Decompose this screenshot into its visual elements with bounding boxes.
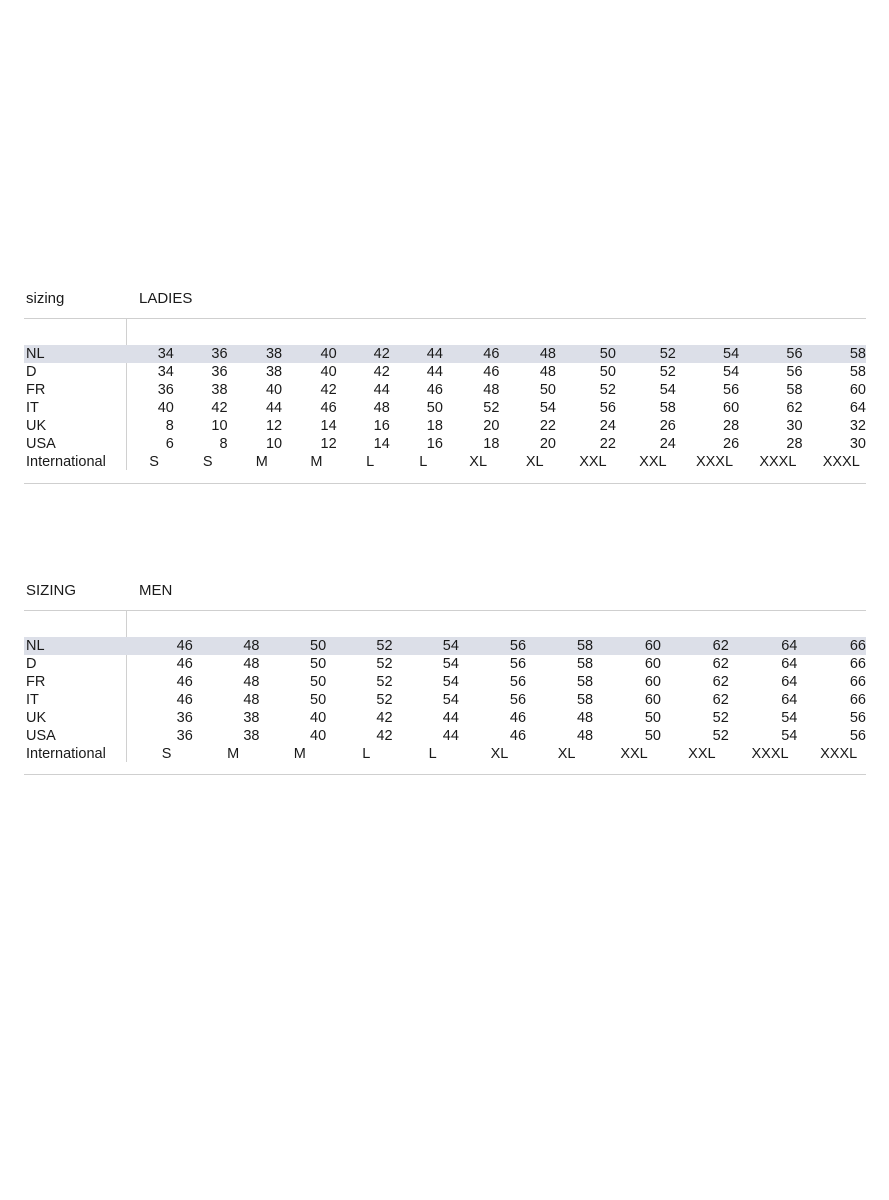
size-cell: 38	[243, 710, 260, 726]
size-cell: 58	[526, 637, 593, 655]
ladies-header-label: sizing	[26, 290, 65, 307]
size-cell: 66	[797, 637, 866, 655]
size-cell: 40	[265, 382, 283, 398]
row-label: D	[26, 656, 37, 672]
row-label: FR	[26, 382, 46, 398]
size-cell: 8	[165, 418, 174, 434]
size-cell: 12	[320, 436, 337, 452]
size-cell: 50	[599, 364, 616, 380]
row-label: NL	[24, 637, 126, 655]
size-cell: 52	[376, 692, 393, 708]
size-cell: 60	[593, 637, 661, 655]
size-cell: 48	[539, 364, 556, 380]
size-cell: 40	[310, 728, 327, 744]
row-label: USA	[26, 728, 56, 744]
size-cell: 54	[539, 400, 556, 416]
ladies-bottom-rule	[24, 483, 866, 484]
row-label: IT	[26, 400, 39, 416]
size-row-fr	[24, 673, 866, 691]
size-cell: 56	[849, 710, 866, 726]
size-cell: 38	[243, 728, 260, 744]
size-cell: 58	[576, 674, 594, 690]
size-cell: M	[293, 746, 306, 762]
size-cell: 62	[712, 692, 729, 708]
size-cell: XXL	[620, 746, 648, 762]
size-cell: S	[202, 454, 213, 470]
row-label: International	[26, 454, 106, 470]
men-bottom-rule	[24, 774, 866, 775]
size-cell: 44	[265, 400, 283, 416]
size-cell: 48	[576, 710, 594, 726]
size-cell: 50	[310, 692, 327, 708]
row-label: International	[26, 746, 106, 762]
size-row-usa	[24, 435, 866, 453]
size-cell: 48	[243, 674, 260, 690]
size-cell: 66	[849, 692, 866, 708]
row-label: NL	[24, 345, 120, 363]
size-cell: 56	[509, 692, 527, 708]
size-row-fr	[24, 381, 866, 399]
size-cell: 46	[509, 710, 527, 726]
ladies-header	[24, 286, 866, 319]
size-cell: 58	[576, 692, 594, 708]
size-cell: 48	[373, 400, 390, 416]
size-cell: 44	[442, 710, 459, 726]
size-cell: 58	[803, 345, 866, 363]
size-cell: XXXL	[759, 454, 797, 470]
size-cell: 42	[337, 345, 390, 363]
size-cell: S	[161, 746, 172, 762]
size-cell: 36	[174, 345, 228, 363]
size-cell: 28	[786, 436, 803, 452]
size-cell: M	[227, 746, 240, 762]
size-cell: 24	[659, 436, 676, 452]
size-cell: 50	[310, 656, 327, 672]
size-cell: 60	[723, 400, 740, 416]
size-row-international	[24, 453, 866, 471]
size-cell: 66	[849, 656, 866, 672]
size-cell: 56	[509, 656, 527, 672]
size-cell: 64	[781, 656, 798, 672]
size-cell: 58	[849, 364, 866, 380]
size-cell: XL	[557, 746, 576, 762]
size-cell: 40	[282, 345, 337, 363]
size-cell: 48	[243, 692, 260, 708]
size-cell: 46	[176, 692, 193, 708]
size-cell: 50	[259, 637, 326, 655]
size-cell: 18	[483, 436, 500, 452]
men-size-section	[24, 578, 866, 763]
size-cell: 14	[373, 436, 390, 452]
size-cell: 50	[426, 400, 443, 416]
size-row-d	[24, 363, 866, 381]
size-cell: 46	[126, 637, 193, 655]
size-cell: 64	[781, 692, 798, 708]
size-cell: 56	[509, 674, 527, 690]
row-label: UK	[26, 710, 47, 726]
size-cell: 44	[426, 364, 443, 380]
size-cell: 54	[781, 710, 798, 726]
size-cell: 56	[849, 728, 866, 744]
size-cell: 46	[443, 345, 500, 363]
size-cell: 56	[599, 400, 616, 416]
size-cell: 62	[712, 674, 729, 690]
size-cell: 42	[376, 728, 393, 744]
size-cell: 48	[243, 656, 260, 672]
size-cell: 54	[442, 656, 459, 672]
size-cell: 58	[576, 656, 594, 672]
size-cell: 40	[320, 364, 337, 380]
size-cell: 34	[120, 345, 174, 363]
size-cell: 10	[211, 418, 228, 434]
size-row-it	[24, 399, 866, 417]
size-cell: 64	[849, 400, 866, 416]
size-cell: 56	[723, 382, 740, 398]
size-cell: 10	[265, 436, 283, 452]
size-cell: 30	[786, 418, 803, 434]
size-cell: XL	[469, 454, 488, 470]
size-cell: 30	[849, 436, 866, 452]
size-cell: 44	[390, 345, 443, 363]
size-cell: 48	[483, 382, 500, 398]
size-cell: 50	[310, 674, 327, 690]
size-cell: 36	[211, 364, 228, 380]
size-row-uk	[24, 417, 866, 435]
size-cell: 22	[539, 418, 556, 434]
size-cell: 58	[786, 382, 803, 398]
size-cell: 52	[326, 637, 392, 655]
size-row-international	[24, 745, 866, 763]
size-cell: 34	[157, 364, 174, 380]
row-label: USA	[26, 436, 56, 452]
size-cell: XXL	[639, 454, 667, 470]
size-cell: 14	[320, 418, 337, 434]
size-cell: 52	[376, 656, 393, 672]
ladies-size-section	[24, 286, 866, 471]
size-cell: 44	[373, 382, 390, 398]
size-cell: XXL	[688, 746, 716, 762]
size-cell: L	[366, 454, 375, 470]
size-cell: 64	[729, 637, 798, 655]
size-cell: 40	[157, 400, 174, 416]
size-cell: XXXL	[822, 454, 860, 470]
size-cell: 50	[644, 710, 661, 726]
size-cell: 36	[176, 728, 193, 744]
size-row-usa	[24, 727, 866, 745]
size-cell: M	[310, 454, 323, 470]
size-cell: 52	[659, 364, 676, 380]
size-cell: L	[428, 746, 437, 762]
size-cell: 38	[265, 364, 283, 380]
size-cell: XXXL	[751, 746, 789, 762]
size-cell: 38	[228, 345, 283, 363]
size-cell: 56	[739, 345, 802, 363]
ladies-size-table	[24, 345, 866, 471]
size-cell: 50	[556, 345, 616, 363]
size-cell: 16	[426, 436, 443, 452]
row-label: UK	[26, 418, 47, 434]
size-cell: 60	[644, 674, 661, 690]
size-cell: 54	[659, 382, 676, 398]
size-cell: 48	[499, 345, 556, 363]
size-row-d	[24, 655, 866, 673]
size-cell: XXL	[579, 454, 607, 470]
size-cell: 20	[483, 418, 500, 434]
size-cell: 42	[320, 382, 337, 398]
size-cell: 54	[393, 637, 459, 655]
size-cell: 60	[849, 382, 866, 398]
size-cell: XXXL	[820, 746, 858, 762]
size-cell: L	[419, 454, 428, 470]
size-cell: 66	[849, 674, 866, 690]
size-cell: 32	[849, 418, 866, 434]
size-cell: 46	[509, 728, 527, 744]
ladies-header-title: LADIES	[139, 290, 193, 307]
size-cell: 42	[211, 400, 228, 416]
size-cell: 6	[165, 436, 174, 452]
size-cell: 26	[723, 436, 740, 452]
size-cell: 36	[157, 382, 174, 398]
size-cell: 42	[373, 364, 390, 380]
size-cell: 46	[176, 674, 193, 690]
size-row-nl	[24, 637, 866, 655]
size-cell: 60	[644, 656, 661, 672]
size-cell: 52	[616, 345, 676, 363]
size-cell: XL	[490, 746, 509, 762]
size-cell: XL	[525, 454, 544, 470]
row-label: IT	[26, 692, 39, 708]
men-size-table	[24, 637, 866, 763]
size-cell: 48	[193, 637, 260, 655]
size-cell: 18	[426, 418, 443, 434]
size-cell: 42	[376, 710, 393, 726]
size-cell: 24	[599, 418, 616, 434]
size-cell: 36	[176, 710, 193, 726]
size-cell: 46	[426, 382, 443, 398]
size-cell: 64	[781, 674, 798, 690]
size-cell: 52	[712, 710, 729, 726]
size-cell: 56	[786, 364, 803, 380]
size-cell: 52	[712, 728, 729, 744]
size-row-nl	[24, 345, 866, 363]
row-label: FR	[26, 674, 46, 690]
size-cell: M	[255, 454, 268, 470]
size-cell: 50	[539, 382, 556, 398]
size-cell: 12	[265, 418, 283, 434]
size-cell: 48	[576, 728, 594, 744]
size-cell: 62	[661, 637, 729, 655]
men-header	[24, 578, 866, 611]
size-cell: 26	[659, 418, 676, 434]
size-cell: 60	[644, 692, 661, 708]
size-cell: 16	[373, 418, 390, 434]
size-cell: XXXL	[695, 454, 734, 470]
size-cell: 52	[483, 400, 500, 416]
size-cell: 52	[599, 382, 616, 398]
size-cell: 44	[442, 728, 459, 744]
size-cell: 54	[781, 728, 798, 744]
men-header-title: MEN	[139, 582, 173, 599]
size-cell: 56	[459, 637, 526, 655]
size-row-it	[24, 691, 866, 709]
size-cell: 62	[712, 656, 729, 672]
size-cell: 54	[723, 364, 740, 380]
size-cell: 22	[599, 436, 616, 452]
men-header-label: SIZING	[26, 582, 77, 599]
size-cell: 54	[676, 345, 739, 363]
size-cell: S	[149, 454, 159, 470]
size-cell: 46	[483, 364, 500, 380]
size-cell: L	[362, 746, 371, 762]
size-cell: 58	[659, 400, 676, 416]
size-cell: 20	[539, 436, 556, 452]
size-cell: 54	[442, 674, 459, 690]
size-cell: 8	[219, 436, 228, 452]
size-cell: 38	[211, 382, 228, 398]
size-row-uk	[24, 709, 866, 727]
size-cell: 46	[320, 400, 337, 416]
size-cell: 54	[442, 692, 459, 708]
size-cell: 50	[644, 728, 661, 744]
row-label: D	[26, 364, 37, 380]
size-cell: 28	[723, 418, 740, 434]
size-cell: 62	[786, 400, 803, 416]
size-cell: 52	[376, 674, 393, 690]
size-cell: 40	[310, 710, 327, 726]
size-cell: 46	[176, 656, 193, 672]
